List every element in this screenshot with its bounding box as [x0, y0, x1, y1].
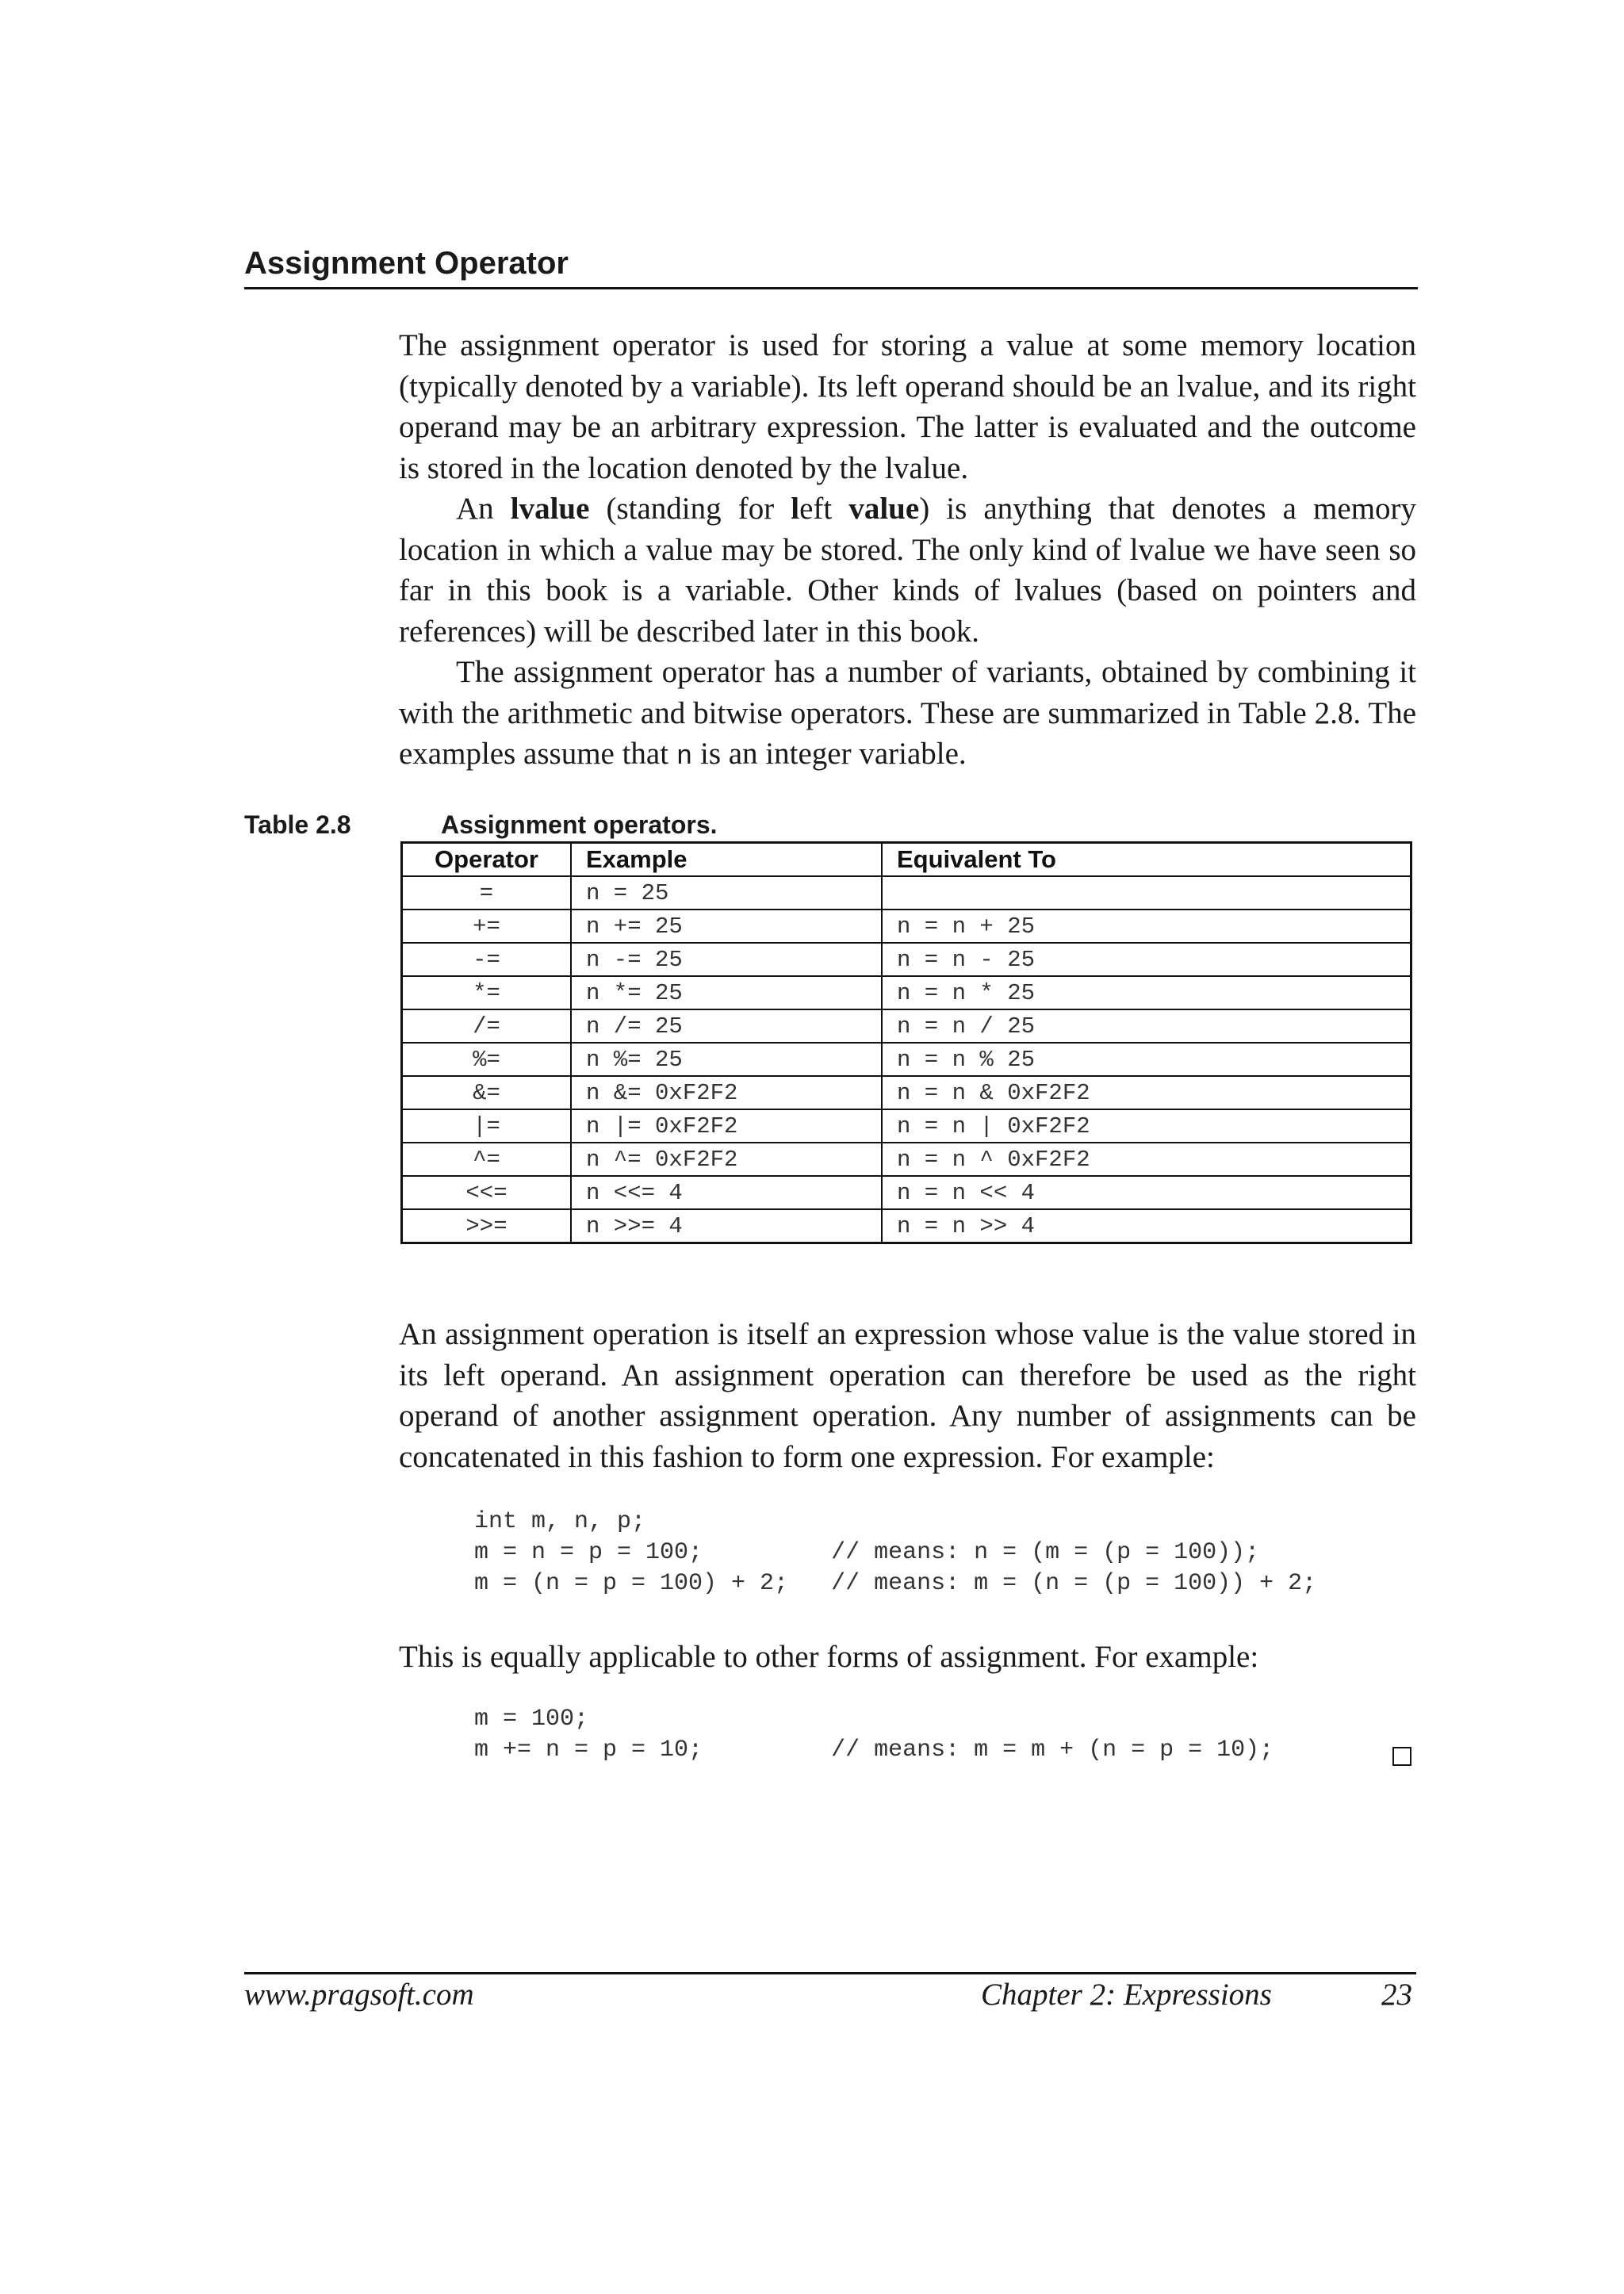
- header-operator: Operator: [402, 843, 572, 877]
- table-row: [402, 1143, 1411, 1176]
- term-lvalue: lvalue: [510, 492, 590, 526]
- table-label: Table 2.8: [244, 810, 351, 839]
- paragraph-3: [399, 652, 1416, 779]
- table-row: [402, 876, 1411, 910]
- cell-example: n += 25: [571, 910, 882, 943]
- end-of-section-box: [1392, 1747, 1411, 1766]
- cell-example: n /= 25: [571, 1009, 882, 1043]
- table-caption: Assignment operators.: [441, 810, 718, 839]
- cell-example: n -= 25: [571, 943, 882, 976]
- term-l: l: [791, 492, 800, 526]
- section-title: Assignment Operator: [244, 244, 1418, 289]
- text-run: is an integer variable.: [692, 737, 967, 771]
- table-row: [402, 976, 1411, 1009]
- cell-operator: -=: [402, 943, 572, 976]
- cell-operator: %=: [402, 1043, 572, 1076]
- header-equivalent: Equivalent To: [882, 843, 1411, 877]
- cell-equivalent: n = n % 25: [882, 1043, 1411, 1076]
- cell-example: n |= 0xF2F2: [571, 1109, 882, 1143]
- table-row: [402, 910, 1411, 943]
- text-run: (standing for: [589, 492, 791, 526]
- intro-text: [399, 325, 1416, 779]
- table-row: [402, 1076, 1411, 1109]
- cell-operator: *=: [402, 976, 572, 1009]
- table-row: [402, 943, 1411, 976]
- header-example: Example: [571, 843, 882, 877]
- assignment-operators-table: [400, 841, 1412, 1244]
- cell-example: n >>= 4: [571, 1209, 882, 1243]
- table-row: [402, 1043, 1411, 1076]
- cell-equivalent: n = n / 25: [882, 1009, 1411, 1043]
- table-header-row: [402, 843, 1411, 877]
- cell-equivalent: n = n << 4: [882, 1176, 1411, 1209]
- cell-equivalent: n = n * 25: [882, 976, 1411, 1009]
- cell-operator: >>=: [402, 1209, 572, 1243]
- cell-operator: =: [402, 876, 572, 910]
- term-value: value: [848, 492, 920, 526]
- paragraph-1: The assignment operator is used for storing a value at some memory location (typically denoted by a variable). Its left operand should be an lvalue, and its right operand may be an arbitrary expression. The latter is evaluated and the outcome is stored in the location denoted by the lvalue.: [399, 328, 1416, 485]
- paragraph-5: This is equally applicable to other forms of assignment. For example:: [399, 1640, 1259, 1674]
- footer-chapter: Chapter 2: Expressions: [981, 1978, 1272, 2012]
- cell-equivalent: n = n + 25: [882, 910, 1411, 943]
- cell-equivalent: [882, 876, 1411, 910]
- cell-equivalent: n = n ^ 0xF2F2: [882, 1143, 1411, 1176]
- cell-equivalent: n = n | 0xF2F2: [882, 1109, 1411, 1143]
- cell-operator: <<=: [402, 1176, 572, 1209]
- cell-example: n %= 25: [571, 1043, 882, 1076]
- cell-example: n *= 25: [571, 976, 882, 1009]
- cell-example: n = 25: [571, 876, 882, 910]
- code-block-2: m = 100; m += n = p = 10; // means: m = m + (n = p = 10);: [474, 1706, 1274, 1764]
- paragraph-4: An assignment operation is itself an expression whose value is the value stored in its left operand. An assignment operation can therefore be used as the right operand of another assignment operation. Any number of assignments can be concatenated in this fashion to form one expression. For example:: [399, 1317, 1416, 1474]
- footer-page-number: 23: [1381, 1978, 1412, 2012]
- text-run: eft: [799, 492, 849, 526]
- text-run: An: [456, 492, 511, 526]
- paragraph-2: [399, 488, 1416, 652]
- cell-example: n ^= 0xF2F2: [571, 1143, 882, 1176]
- text-run: The assignment operator has a number of variants, obtained by combining it with the arithmetic and bitwise operators. These are summarized in Table 2.8. The examples assume that: [399, 655, 1416, 771]
- cell-operator: |=: [402, 1109, 572, 1143]
- table-row: [402, 1209, 1411, 1243]
- cell-operator: +=: [402, 910, 572, 943]
- cell-equivalent: n = n & 0xF2F2: [882, 1076, 1411, 1109]
- cell-equivalent: n = n - 25: [882, 943, 1411, 976]
- footer-website: www.pragsoft.com: [244, 1978, 474, 2012]
- cell-example: n &= 0xF2F2: [571, 1076, 882, 1109]
- table-row: [402, 1009, 1411, 1043]
- cell-equivalent: n = n >> 4: [882, 1209, 1411, 1243]
- cell-operator: &=: [402, 1076, 572, 1109]
- footer-rule: [244, 1972, 1416, 1974]
- table-row: [402, 1176, 1411, 1209]
- code-block-1: int m, n, p; m = n = p = 100; // means: n = (m = (p = 100)); m = (n = p = 100) + 2; // means: m = (n = (p = 100)) + 2;: [474, 1508, 1317, 1597]
- inline-code: n: [676, 742, 693, 772]
- table-row: [402, 1109, 1411, 1143]
- cell-operator: /=: [402, 1009, 572, 1043]
- cell-example: n <<= 4: [571, 1176, 882, 1209]
- text-run: ) is anything that denotes a memory location in which a value may be stored. The only kind of lvalue we have seen so far in this book is a variable. Other kinds of lvalues (based on pointers and references) will be described later in this book.: [399, 492, 1417, 649]
- cell-operator: ^=: [402, 1143, 572, 1176]
